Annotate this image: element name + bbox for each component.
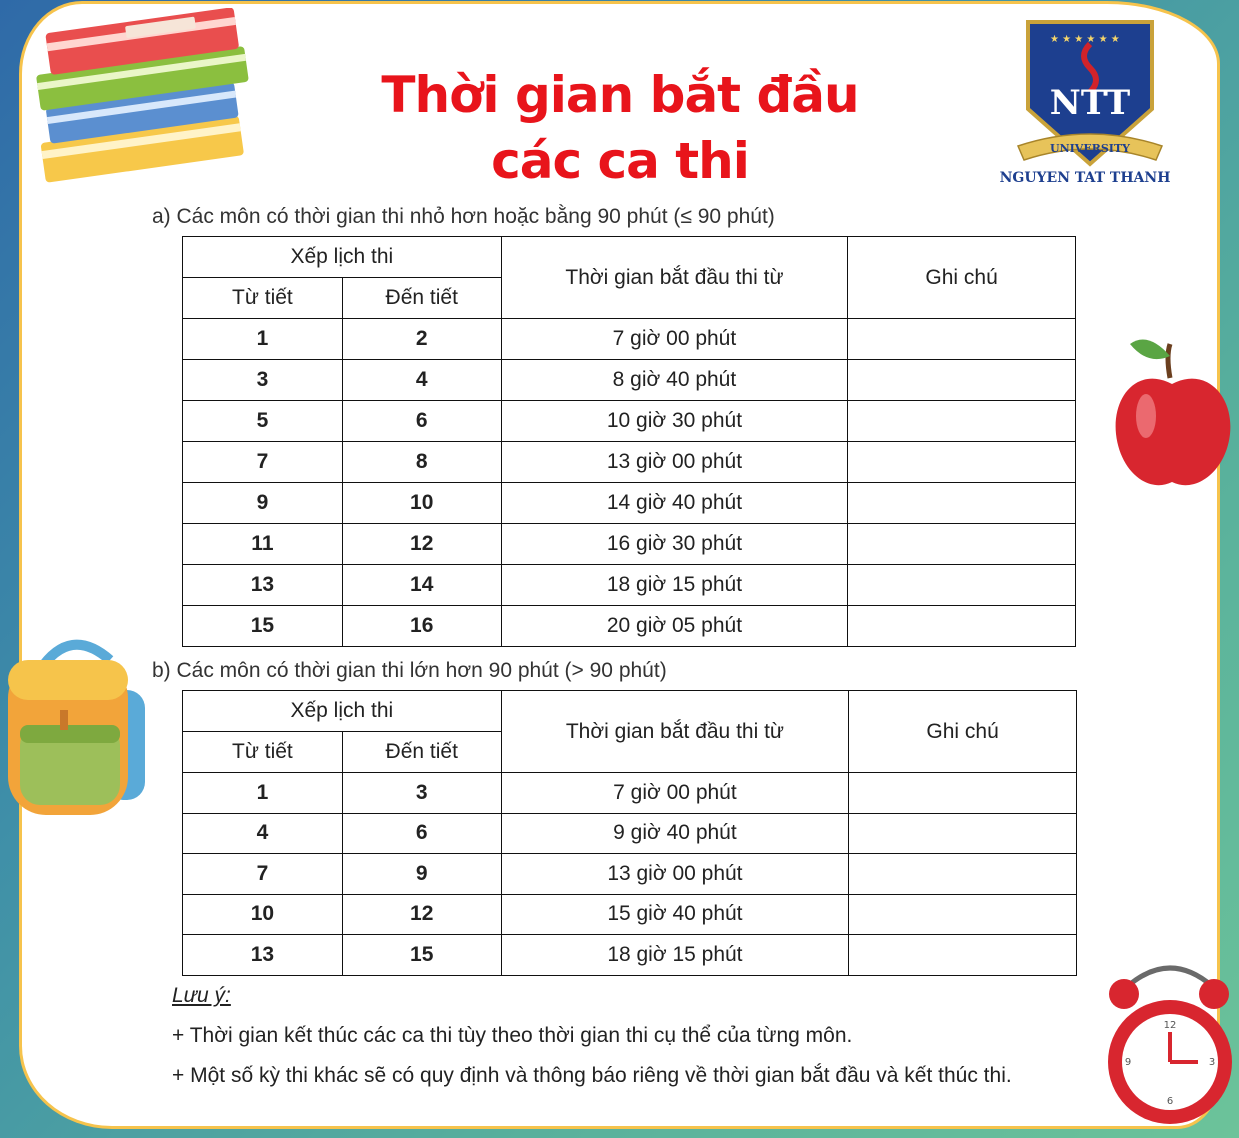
section-a-label: a) Các môn có thời gian thi nhỏ hơn hoặc bằng 90 phút (≤ 90 phút) — [152, 205, 775, 228]
cell-start-time: 13 giờ 00 phút — [501, 854, 849, 895]
cell-from-period: 15 — [183, 606, 343, 647]
cell-note — [848, 360, 1076, 401]
cell-to-period: 12 — [342, 894, 501, 935]
table-row — [183, 773, 1077, 814]
cell-start-time: 7 giờ 00 phút — [501, 773, 849, 814]
cell-note — [848, 442, 1076, 483]
cell-to-period: 14 — [342, 565, 501, 606]
cell-to-period: 10 — [342, 483, 501, 524]
cell-from-period: 13 — [183, 935, 343, 976]
cell-start-time: 15 giờ 40 phút — [501, 894, 849, 935]
cell-note — [848, 524, 1076, 565]
table-row — [183, 606, 1076, 647]
table-row — [183, 401, 1076, 442]
cell-start-time: 18 giờ 15 phút — [501, 565, 848, 606]
header-note: Ghi chú — [848, 237, 1076, 319]
alarm-clock-icon — [1100, 958, 1239, 1128]
cell-to-period: 16 — [342, 606, 501, 647]
table-row — [183, 935, 1077, 976]
table-row — [183, 524, 1076, 565]
cell-from-period: 7 — [183, 854, 343, 895]
cell-to-period: 12 — [342, 524, 501, 565]
cell-from-period: 1 — [183, 773, 343, 814]
clock-numeral-9: 9 — [1124, 1057, 1132, 1068]
backpack-icon — [0, 630, 165, 820]
cell-from-period: 1 — [183, 319, 343, 360]
cell-start-time: 13 giờ 00 phút — [501, 442, 848, 483]
cell-to-period: 15 — [342, 935, 501, 976]
table-a-body — [183, 319, 1076, 647]
table-row — [183, 813, 1077, 854]
header-to-period: Đến tiết — [342, 732, 501, 773]
table-b-body — [183, 773, 1077, 976]
header-to-period: Đến tiết — [342, 278, 501, 319]
table-row — [183, 894, 1077, 935]
cell-note — [849, 894, 1077, 935]
schedule-table-a — [182, 236, 1076, 647]
cell-note — [849, 773, 1077, 814]
table-row — [183, 565, 1076, 606]
header-start-time: Thời gian bắt đầu thi từ — [501, 691, 849, 773]
cell-note — [849, 813, 1077, 854]
notes-title: Lưu ý: — [172, 984, 231, 1007]
cell-note — [848, 401, 1076, 442]
cell-to-period: 8 — [342, 442, 501, 483]
cell-start-time: 8 giờ 40 phút — [501, 360, 848, 401]
cell-note — [849, 935, 1077, 976]
cell-start-time: 14 giờ 40 phút — [501, 483, 848, 524]
cell-note — [848, 483, 1076, 524]
cell-from-period: 5 — [183, 401, 343, 442]
cell-to-period: 3 — [342, 773, 501, 814]
cell-to-period: 9 — [342, 854, 501, 895]
table-row — [183, 442, 1076, 483]
table-row — [183, 319, 1076, 360]
note-item-2: + Một số kỳ thi khác sẽ có quy định và thông báo riêng về thời gian bắt đầu và kết thúc thi. — [172, 1064, 1012, 1087]
books-icon — [18, 8, 278, 198]
cell-start-time: 18 giờ 15 phút — [501, 935, 849, 976]
clock-numeral-3: 3 — [1208, 1057, 1216, 1068]
cell-from-period: 10 — [183, 894, 343, 935]
cell-to-period: 2 — [342, 319, 501, 360]
cell-from-period: 4 — [183, 813, 343, 854]
section-b-label: b) Các môn có thời gian thi lớn hơn 90 phút (> 90 phút) — [152, 659, 667, 682]
header-from-period: Từ tiết — [183, 732, 343, 773]
cell-to-period: 4 — [342, 360, 501, 401]
page-title — [300, 62, 940, 194]
logo-monogram: NTT — [1049, 83, 1131, 123]
table-row — [183, 483, 1076, 524]
header-from-period: Từ tiết — [183, 278, 343, 319]
svg-text:★ ★ ★ ★ ★ ★: ★ ★ ★ ★ ★ ★ — [1050, 34, 1120, 45]
clock-numeral-12: 12 — [1163, 1020, 1177, 1031]
cell-start-time: 7 giờ 00 phút — [501, 319, 848, 360]
schedule-table-b — [182, 690, 1077, 976]
cell-note — [849, 854, 1077, 895]
cell-from-period: 3 — [183, 360, 343, 401]
logo-name: NGUYEN TAT THANH — [999, 170, 1171, 186]
title-line-1: Thời gian bắt đầu — [381, 66, 859, 124]
table-row — [183, 360, 1076, 401]
clock-numeral-6: 6 — [1166, 1096, 1174, 1107]
cell-start-time: 10 giờ 30 phút — [501, 401, 848, 442]
cell-to-period: 6 — [342, 401, 501, 442]
header-schedule: Xếp lịch thi — [183, 237, 502, 278]
cell-from-period: 7 — [183, 442, 343, 483]
logo-ribbon-text: UNIVERSITY — [1050, 142, 1130, 155]
note-item-1: + Thời gian kết thúc các ca thi tùy theo thời gian thi cụ thể của từng môn. — [172, 1024, 853, 1047]
cell-note — [848, 319, 1076, 360]
cell-from-period: 9 — [183, 483, 343, 524]
cell-note — [848, 606, 1076, 647]
cell-to-period: 6 — [342, 813, 501, 854]
cell-start-time: 9 giờ 40 phút — [501, 813, 849, 854]
apple-icon — [1108, 326, 1238, 496]
cell-start-time: 20 giờ 05 phút — [501, 606, 848, 647]
header-schedule: Xếp lịch thi — [183, 691, 502, 732]
cell-start-time: 16 giờ 30 phút — [501, 524, 848, 565]
header-note: Ghi chú — [849, 691, 1077, 773]
cell-from-period: 13 — [183, 565, 343, 606]
title-line-2: các ca thi — [491, 132, 749, 190]
university-logo — [990, 14, 1190, 189]
table-row — [183, 854, 1077, 895]
header-start-time: Thời gian bắt đầu thi từ — [501, 237, 848, 319]
cell-note — [848, 565, 1076, 606]
cell-from-period: 11 — [183, 524, 343, 565]
